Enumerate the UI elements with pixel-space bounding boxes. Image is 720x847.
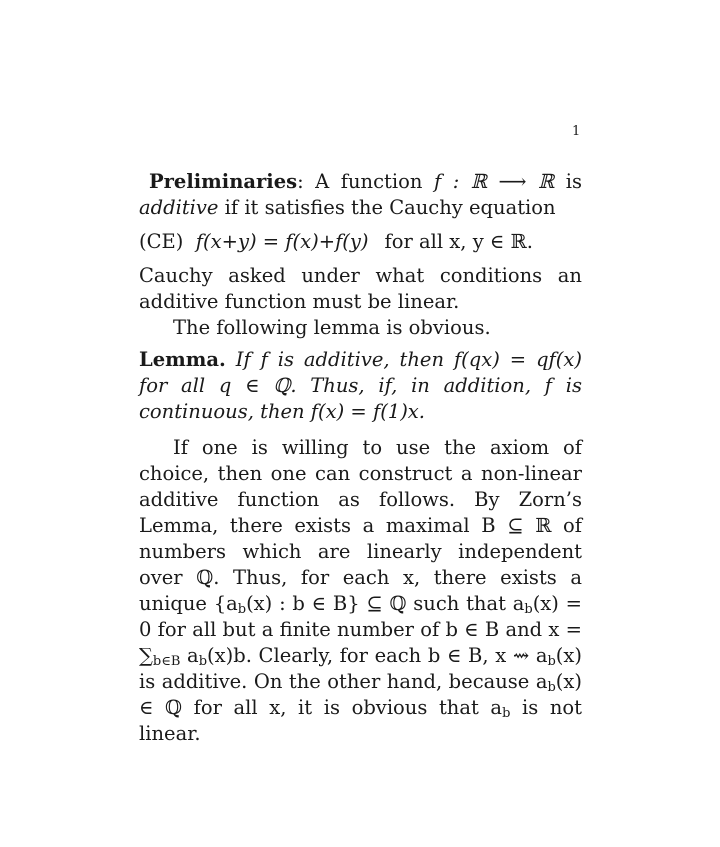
equation-quantifier: for all x, y ∈ ℝ. [384,230,533,253]
cauchy-equation-display [139,229,582,255]
lemma-statement: If f is additive, then f(qx) = qf(x) for all q ∈ ℚ. Thus, if, in addition, f is continuous, then f(x) = f(1)x. [139,348,582,423]
construction-text-3: (x) = 0 for all but a finite number of b ∈ B and x = ∑ [139,592,583,667]
preliminaries-text-1: : A function [297,170,434,193]
page-number: 1 [572,124,581,139]
construction-text-1: If one is willing to use the axiom of choice, then one can construct a non-linear additive function as follows. By Zorn’s Lemma, there exists a maximal B ⊆ ℝ of numbers which are linearly independent over ℚ. Thus, for each x, there exists a unique {a [139,436,582,615]
lemma-label: Lemma. [139,348,226,371]
preliminaries-heading: Preliminaries [149,170,298,193]
subscript-b: b [198,654,208,669]
preliminaries-text-2: is [554,170,582,193]
sum-subscript: b∈B [152,654,181,669]
construction-text-2: (x) : b ∈ B} ⊆ ℚ such that a [246,592,525,615]
function-mapping: f : ℝ ⟶ ℝ [433,170,555,193]
construction-text-6: (x) is additive. On the other hand, because a [139,644,582,693]
subscript-b: b [524,602,533,617]
subscript-b: b [547,654,556,669]
cauchy-equation: f(x+y) = f(x)+f(y) [195,230,369,253]
construction-text-4: a [180,644,199,667]
construction-paragraph [139,435,582,747]
subscript-b: b [237,602,247,617]
construction-text-8: is not linear. [139,696,582,745]
additive-term: additive [139,196,219,219]
document-body [139,169,582,747]
construction-text-5: (x)b. Clearly, for each b ∈ B, x ⇝ a [207,644,548,667]
cauchy-question-paragraph: Cauchy asked under what conditions an additive function must be linear. [139,264,582,313]
obvious-lemma-line: The following lemma is obvious. [173,316,491,339]
construction-text-7: (x) ∈ ℚ for all x, it is obvious that a [139,670,582,719]
subscript-b: b [502,706,511,721]
preliminaries-paragraph [139,169,582,221]
subscript-b: b [547,680,556,695]
preliminaries-text-3: if it satisfies the Cauchy equation [218,196,556,219]
equation-tag: (CE) [139,230,184,253]
lemma-paragraph [139,347,582,425]
